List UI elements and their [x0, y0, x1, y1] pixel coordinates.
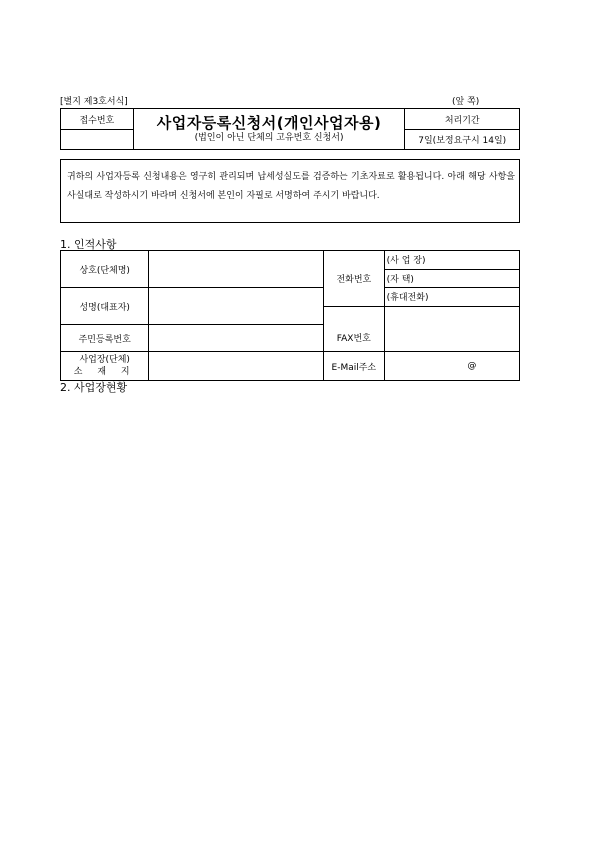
rep-name-label: 성명(대표자): [61, 288, 149, 325]
form-title: 사업자등록신청서(개인사업자용): [156, 114, 382, 132]
fax-field[interactable]: [384, 325, 519, 352]
phone-label: 전화번호: [324, 251, 385, 307]
address-label-line-1: 사업장(단체): [79, 355, 130, 365]
phone-mobile-field[interactable]: (휴대전화): [384, 288, 519, 307]
email-field[interactable]: [384, 352, 519, 381]
page-side-mark: (앞 쪽): [452, 97, 480, 107]
receipt-number-field[interactable]: [61, 130, 134, 150]
personal-info-table: [60, 250, 520, 381]
resident-number-field[interactable]: [149, 325, 324, 352]
notice-text: 귀하의 사업자등록 신청내용은 영구히 관리되며 납세성실도를 검증하는 기초자료로 활용됩니다. 아래 해당 사항을 사실대로 작성하시기 바라며 신청서에 본인이 자필로 서명하여 주시기 바랍니다.: [67, 172, 515, 201]
email-label: E-Mail주소: [324, 352, 385, 381]
phone-office-field[interactable]: (사 업 장): [384, 251, 519, 270]
trade-name-label: 상호(단체명): [61, 251, 149, 288]
rep-name-field[interactable]: [149, 288, 324, 325]
trade-name-field[interactable]: [149, 251, 324, 288]
address-label: [61, 352, 149, 381]
phone-label-spacer: [324, 306, 385, 324]
form-number: [별지 제3호서식]: [60, 97, 128, 107]
notice-box: [60, 159, 520, 223]
section-2-title: 2. 사업장현황: [60, 381, 128, 394]
processing-period-label: 처리기간: [405, 109, 520, 130]
email-at-sign: @: [467, 361, 477, 371]
processing-period-value: 7일(보정요구시 14일): [405, 130, 520, 150]
form-subtitle: (법인이 아닌 단체의 고유번호 신청서): [194, 133, 344, 143]
header-table: [60, 108, 520, 150]
address-label-line-2: 소 재 지: [73, 367, 136, 377]
fax-label: FAX번호: [324, 325, 385, 352]
phone-home-field[interactable]: (자 택): [384, 269, 519, 288]
title-cell: [133, 109, 405, 150]
section-1-title: 1. 인적사항: [60, 238, 117, 251]
receipt-number-label: 접수번호: [61, 109, 134, 130]
resident-number-label: 주민등록번호: [61, 325, 149, 352]
phone-extra-field[interactable]: [384, 306, 519, 324]
address-field[interactable]: [149, 352, 324, 381]
